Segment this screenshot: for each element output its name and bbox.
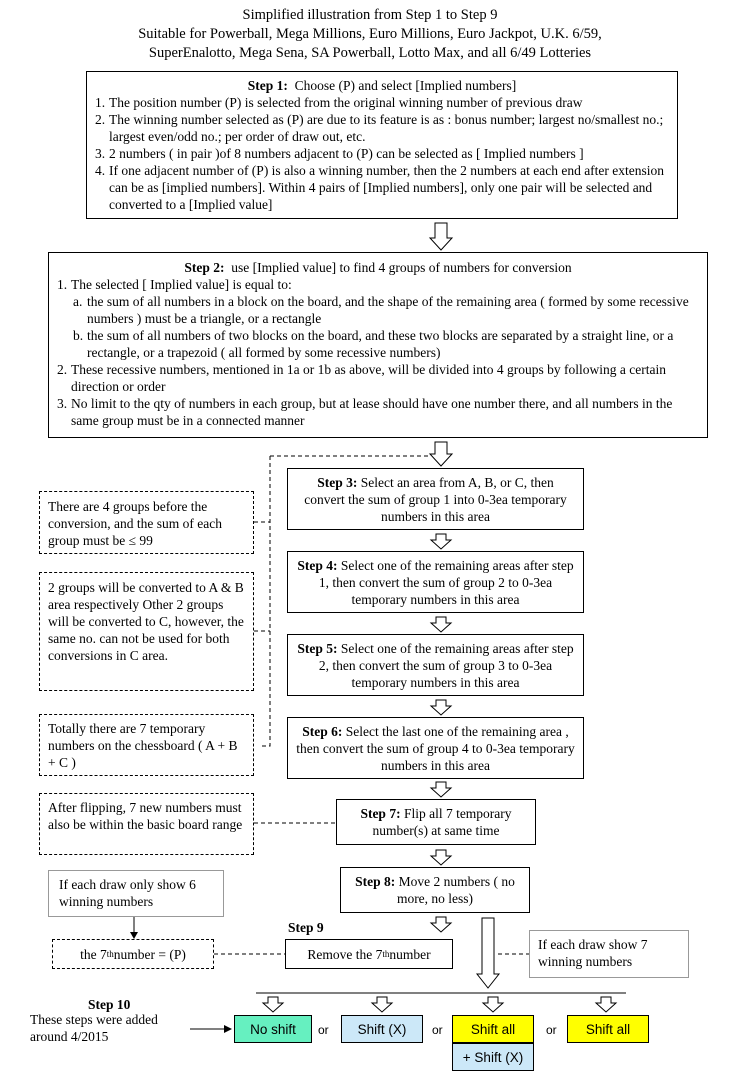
no-shift-box: No shift [234, 1015, 312, 1043]
step9-box: Remove the 7 th number [285, 939, 453, 969]
shift-all-box-1: Shift all [452, 1015, 534, 1043]
header-line-2: Suitable for Powerball, Mega Millions, Euro Millions, Euro Jackpot, U.K. 6/59, [138, 26, 602, 42]
arrow-to-shiftall1 [483, 997, 503, 1012]
note-groups-sum: There are 4 groups before the conversion, and the sum of each group must be ≤ 99 [39, 491, 254, 554]
arrow-step7-to-step8 [431, 850, 451, 865]
step5-label: Step 5: [297, 641, 338, 656]
shift-all-box-2: Shift all [567, 1015, 649, 1043]
header-line-1: Simplified illustration from Step 1 to Step 9 [242, 7, 498, 23]
note-seven-numbers: If each draw show 7 winning numbers [529, 930, 689, 978]
arrow-step2-to-step3 [430, 442, 452, 466]
dashed-bracket [260, 456, 270, 746]
step10-label: Step 10 [88, 997, 131, 1012]
step3-text: Select an area from A, B, or C, then convert the sum of group 1 into 0-3ea temporary numbers in this area [304, 475, 567, 524]
step8-text: Move 2 numbers ( no more, no less) [396, 874, 515, 906]
arrow-step8-to-step9 [431, 917, 451, 932]
arrow-step4-to-step5 [431, 617, 451, 632]
step1-label: Step 1: [247, 78, 288, 93]
step1-title: Choose (P) and select [Implied numbers] [294, 78, 517, 93]
arrow-step3-to-step4 [431, 534, 451, 549]
step2-item-1: 1. The selected [ Implied value] is equal to: [57, 277, 292, 292]
note-temporary-numbers: Totally there are 7 temporary numbers on the chessboard ( A + B + C ) [39, 714, 254, 776]
header-line-3: SuperEnalotto, Mega Sena, SA Powerball, Lotto Max, and all 6/49 Lotteries [148, 45, 592, 61]
step1-item-3: 3. 2 numbers ( in pair )of 8 numbers adjacent to (P) can be selected as [ Implied numbers ] [95, 146, 584, 161]
or-label-3: or [546, 1023, 557, 1037]
step8-label: Step 8: [355, 874, 396, 889]
step7-label: Step 7: [360, 806, 401, 821]
arrow-step5-to-step6 [431, 700, 451, 715]
note-flipping: After flipping, 7 new numbers must also be within the basic board range [39, 793, 254, 855]
arrowhead-step10 [224, 1025, 232, 1033]
arrow-long-right [477, 918, 499, 988]
step1-item-1: 1. The position number (P) is selected from the original winning number of previous draw [95, 95, 583, 110]
step2-title: use [Implied value] to find 4 groups of numbers for conversion [231, 260, 572, 275]
step4-text: Select one of the remaining areas after step 1, then convert the sum of group 2 to 0-3ea temporary numbers in this area [318, 558, 574, 607]
step5-text: Select one of the remaining areas after step 2, then convert the sum of group 3 to 0-3ea temporary numbers in this area [318, 641, 574, 690]
step7-text: Flip all 7 temporary number(s) at same time [372, 806, 512, 838]
step10-note: These steps were added around 4/2015 [30, 1012, 158, 1044]
or-label-1: or [318, 1023, 329, 1037]
step1-item-4: 4. If one adjacent number of (P) is also a winning number, then the 2 numbers at each end after extension can be as [implied numbers]. Within 4 pairs of [Implied numbers], only one pair will be selected and converted to a [Implied value] [95, 163, 665, 212]
arrow-to-shiftall2 [596, 997, 616, 1012]
arrow-to-shiftx [372, 997, 392, 1012]
note-six-numbers: If each draw only show 6 winning numbers [48, 870, 224, 917]
step6-text: Select the last one of the remaining area , then convert the sum of group 4 to 0-3ea temporary numbers in this area [296, 724, 575, 773]
arrow-step1-to-step2 [430, 223, 452, 250]
arrow-to-noshift [263, 997, 283, 1012]
step2-label: Step 2: [184, 260, 225, 275]
note-seventh-equals-p: the 7 th number = (P) [52, 939, 214, 969]
arrow-step6-to-step7 [431, 782, 451, 797]
step9-label: Step 9 [288, 920, 324, 935]
note-conversion-areas: 2 groups will be converted to A & B area respectively Other 2 groups will be converted to C, however, the same no. can not be used for both conversions in C area. [39, 572, 254, 691]
step3-label: Step 3: [317, 475, 358, 490]
step1-item-2: 2. The winning number selected as (P) are due to its feature is as : bonus number; largest no/smallest no.; largest even/odd no.; per order of draw out, etc. [95, 112, 664, 144]
step6-label: Step 6: [302, 724, 343, 739]
step2-item-1b: b. the sum of all numbers of two blocks on the board, and these two blocks are separated by a straight line, or a rectangle, or a trapezoid ( all formed by some recessive numbers) [73, 328, 674, 360]
shift-x-box: Shift (X) [341, 1015, 423, 1043]
shift-all-plus-x-box: + Shift (X) [452, 1043, 534, 1071]
step2-item-2: 2. These recessive numbers, mentioned in 1a or 1b as above, will be divided into 4 groups by following a certain direction or order [57, 362, 666, 394]
step2-item-3: 3. No limit to the qty of numbers in each group, but at lease should have one number there, and all numbers in the same group must be in a connected manner [57, 396, 673, 428]
arrowhead-six-to-seventh [130, 932, 138, 939]
step4-label: Step 4: [297, 558, 338, 573]
step2-item-1a: a. the sum of all numbers in a block on the board, and the shape of the remaining area ( formed by some recessive numbers ) must be a triangle, or a rectangle [73, 294, 689, 326]
or-label-2: or [432, 1023, 443, 1037]
